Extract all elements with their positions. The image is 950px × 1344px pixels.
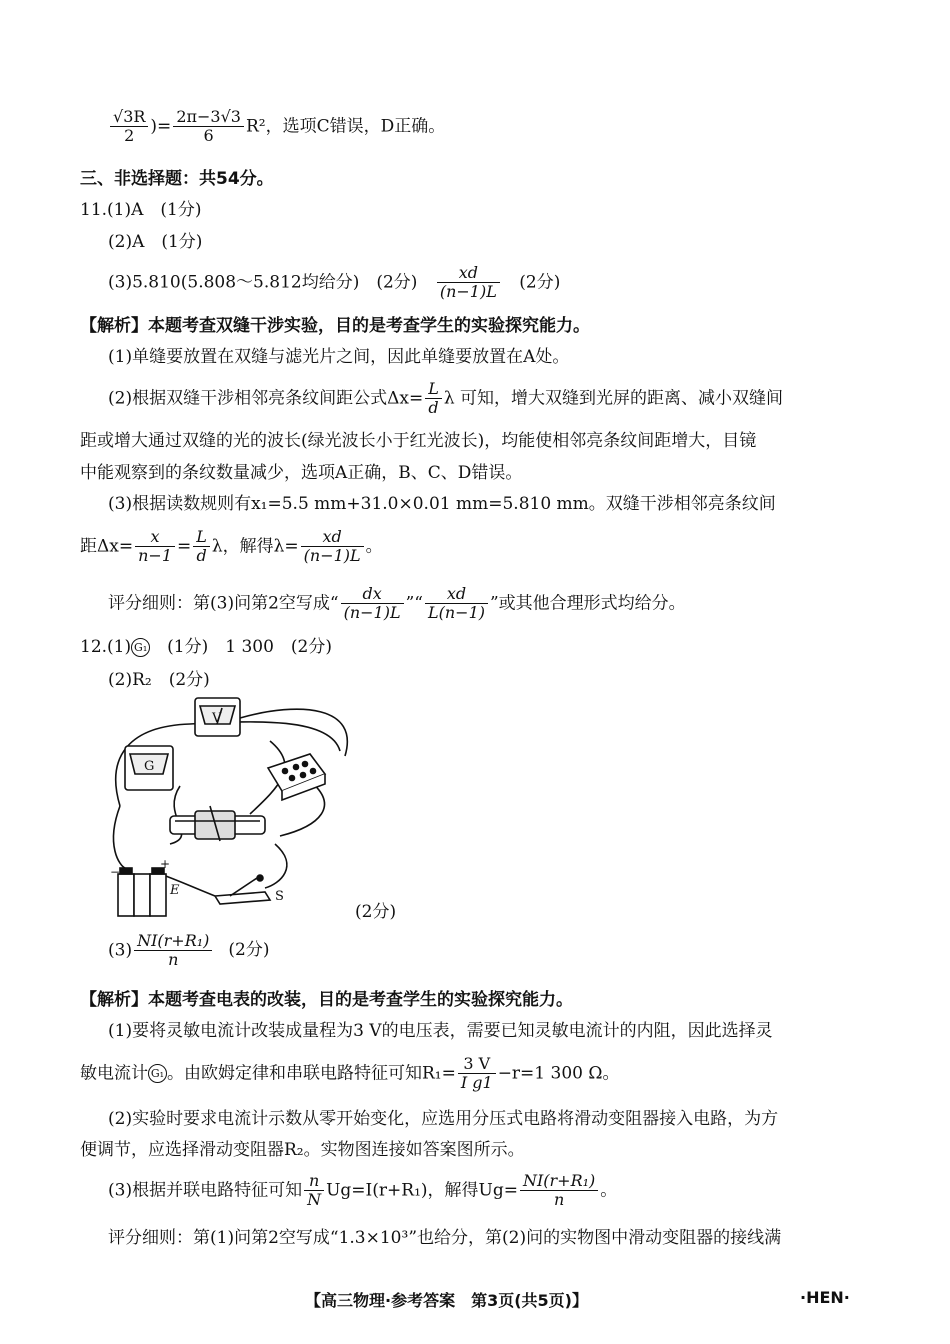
voltmeter-label: V (212, 711, 222, 726)
battery (110, 857, 180, 916)
section3-heading: 三、非选择题：共54分。 (80, 169, 274, 189)
battery-label: E (170, 883, 180, 898)
q12-analysis-p2-line2: 便调节，应选择滑动变阻器R₂。实物图连接如答案图所示。 (80, 1140, 525, 1160)
footer-center: 【高三物理·参考答案 第3页(共5页)】 (305, 1291, 588, 1310)
wire (114, 806, 125, 868)
galvanometer (125, 746, 173, 790)
q11-grading: 评分细则：第(3)问第2空写成“ $\frac{dx}{(n-1)L}$ ”“ $\frac{xd}{L(n-1)}$ ”或其他合理形式均给分。 (108, 584, 686, 623)
q12-grading: 评分细则：第(1)问第2空写成“1.3×10³”也给分，第(2)问的实物图中滑动变阻器的接线满 (108, 1228, 782, 1248)
q11-answer-2: (2)A (1分) (108, 232, 203, 252)
q11-p3-fraction-3: $\frac{xd}{(n-1)L}$ (301, 528, 364, 566)
q12-number: 12. (80, 637, 108, 657)
q11-grading-fraction-2: $\frac{xd}{L(n-1)}$ (425, 585, 488, 623)
g1-circle-symbol: G₁ (131, 638, 150, 657)
q12-analysis-p3: (3)根据并联电路特征可知 $\frac{n}{N}$ Ug=I(r+R₁)，解得Ug= $\frac{\text{NI(r+R₁)}}{n}$ 。 (108, 1171, 618, 1210)
q11-answer-3: (3)5.810(5.808～5.812均给分) (2分) $\frac{xd}{(n-1)L}$ (2分) (108, 263, 561, 302)
switch (215, 875, 284, 904)
wire (265, 844, 287, 888)
plus-label: + (160, 857, 171, 871)
q12-p3-fraction-2: $\frac{\text{NI(r+R₁)}}{n}$ (520, 1172, 598, 1210)
figure-score: (2分) (355, 902, 397, 922)
q11-answer-3-fraction: $\frac{xd}{(n-1)L}$ (437, 264, 500, 302)
galvanometer-label: G (144, 759, 155, 774)
footer-right: ·HEN· (800, 1288, 850, 1307)
q12-answer-3-fraction: $\frac{\text{NI(r+R₁)}}{n}$ (134, 932, 212, 970)
q12-analysis-p1-line2: 敏电流计 G₁ 。由欧姆定律和串联电路特征可知R₁= $\frac{3 V}{\text{I g1}}$ −r=1 300 Ω。 (80, 1054, 620, 1093)
voltmeter (195, 698, 240, 736)
q11-analysis-p2-line2: 距或增大通过双缝的光的波长(绿光波长小于红光波长)，均能使相邻亮条纹间距增大，目镜 (80, 431, 757, 451)
q12-analysis-p2-line1: (2)实验时要求电流计示数从零开始变化，应选用分压式电路将滑动变阻器接入电路，为方 (108, 1109, 779, 1129)
q12-answer-2: (2)R₂ (2分) (108, 670, 210, 690)
q11-analysis-p2: (2)根据双缝干涉相邻亮条纹间距公式Δx= $\frac{L}{d}$ λ 可知，增大双缝到光屏的距离、减小双缝间 (108, 379, 784, 418)
analysis-tag: 【解析】 (80, 316, 148, 336)
resistor-box (268, 754, 325, 800)
q11-analysis-p2-line3: 中能观察到的条纹数量减少，选项A正确，B、C、D错误。 (80, 463, 523, 483)
top-formula-line: $\frac{√3R}{2}$ )= $\frac{2\pi-3√3}{6}$ R²，选项C错误，D正确。 (108, 108, 445, 146)
q12-p3-fraction-1: $\frac{n}{N}$ (304, 1172, 324, 1210)
q11-answer-1: 11.(1)A (1分) (80, 200, 202, 220)
wire (240, 709, 347, 756)
top-fraction-2: $\frac{2\pi-3√3}{6}$ (173, 108, 244, 146)
q12-answer-1: 12.(1) G₁ (1分) 1 300 (2分) (80, 637, 332, 657)
g1-circle-symbol: G₁ (148, 1064, 167, 1083)
top-fraction-1: $\frac{√3R}{2}$ (110, 108, 148, 146)
q12-answer-3: (3) $\frac{\text{NI(r+R₁)}}{n}$ (2分) (108, 931, 270, 970)
q11-analysis-p1: (1)单缝要放置在双缝与滤光片之间，因此单缝要放置在A处。 (108, 347, 570, 367)
q12-analysis-p1-line1: (1)要将灵敏电流计改装成量程为3 V的电压表，需要已知灵敏电流计的内阻，因此选择灵 (108, 1021, 773, 1041)
q11-analysis-p3-line2: 距Δx= $\frac{x}{n-1}$ = $\frac{L}{d}$ λ，解得λ= $\frac{xd}{(n-1)L}$ 。 (80, 527, 383, 566)
circuit-diagram (100, 696, 420, 924)
q12-analysis-intro: 【解析】本题考查电表的改装，目的是考查学生的实验探究能力。 (80, 990, 573, 1010)
q11-number: 11. (80, 200, 108, 220)
analysis-tag: 【解析】 (80, 990, 148, 1010)
minus-label: − (110, 865, 121, 879)
rheostat (170, 806, 265, 841)
q11-p3-fraction-2: $\frac{L}{d}$ (193, 528, 210, 566)
wire (170, 786, 182, 844)
q11-analysis-intro: 【解析】本题考查双缝干涉实验，目的是考查学生的实验探究能力。 (80, 316, 590, 336)
q11-p3-fraction-1: $\frac{x}{n-1}$ (135, 528, 175, 566)
q11-grading-fraction-1: $\frac{dx}{(n-1)L}$ (341, 585, 404, 623)
q11-p2-fraction: $\frac{L}{d}$ (425, 380, 442, 418)
q11-analysis-p3-line1: (3)根据读数规则有x₁=5.5 mm+31.0×0.01 mm=5.810 mm。双缝干涉相邻亮条纹间 (108, 494, 776, 514)
switch-label: S (275, 889, 284, 904)
q12-p1-fraction: $\frac{3 V}{\text{I g1}}$ (458, 1055, 496, 1093)
